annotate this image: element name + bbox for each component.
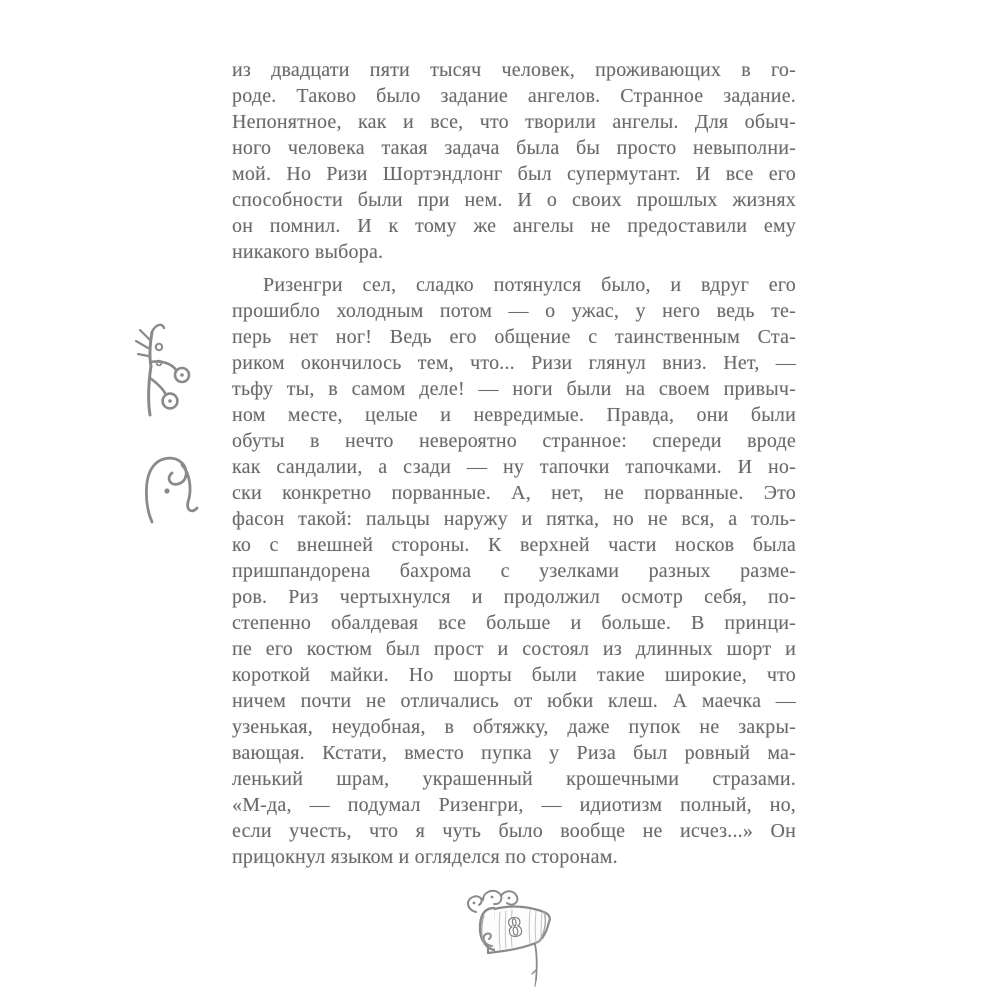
paragraph — [232, 57, 796, 265]
text-line: узенькая, неудобная, в обтяжку, даже пупок не закры- — [232, 716, 796, 738]
text-line: он помнил. И к тому же ангелы не предоставили ему — [232, 215, 796, 237]
text-line: как сандалии, а сзади — ну тапочки тапочками. И но- — [232, 456, 796, 478]
margin-flourish-ornament — [112, 318, 212, 533]
text-line: короткой майки. Но шорты были такие широкие, что — [232, 664, 796, 686]
text-line: тьфу ты, в самом деле! — ноги были на своем привыч- — [232, 378, 796, 400]
text-line: мой. Но Ризи Шортэндлонг был супермутант. И все его — [232, 163, 796, 185]
text-line: если учесть, что я чуть было вообще не исчез...» Он — [232, 820, 796, 842]
text-line: «М-да, — подумал Ризенгри, — идиотизм полный, но, — [232, 794, 796, 816]
text-line: из двадцати пяти тысяч человек, проживающих в го- — [232, 59, 796, 81]
text-line: никакого выбора. — [232, 241, 384, 263]
page-number: 8 — [505, 911, 525, 944]
text-line: вающая. Кстати, вместо пупка у Риза был ровный ма- — [232, 742, 796, 764]
text-line: способности были при нем. И о своих прошлых жизнях — [232, 189, 796, 211]
text-line: роде. Таково было задание ангелов. Странное задание. — [232, 85, 796, 107]
text-line: риком окончилось тем, что... Ризи глянул вниз. Нет, — — [232, 352, 796, 374]
text-line: ко с внешней стороны. К верхней части носков была — [232, 534, 796, 556]
text-line: фасон такой: пальцы наружу и пятка, но не вся, а толь- — [232, 508, 796, 530]
text-line: прицокнул языком и огляделся по сторонам. — [232, 846, 618, 868]
text-line: Ризенгри сел, сладко потянулся было, и вдруг его — [263, 274, 796, 296]
text-line: ничем почти не отличались от юбки клеш. А маечка — — [232, 690, 796, 712]
floral-flourish-icon — [112, 318, 212, 533]
body-text — [232, 57, 796, 870]
text-line: обуты в нечто невероятно странное: спереди вроде — [232, 430, 796, 452]
text-line: ном месте, целые и невредимые. Правда, они были — [232, 404, 796, 426]
ribbon-scroll-icon — [438, 884, 588, 999]
text-line: Непонятное, как и все, что творили ангелы. Для обыч- — [232, 111, 796, 133]
text-line: пришпандорена бахрома с узелками разных разме- — [232, 560, 796, 582]
text-line: ленький шрам, украшенный крошечными стразами. — [232, 768, 796, 790]
text-line: степенно обалдевая все больше и больше. В принци- — [232, 612, 796, 634]
text-line: ров. Риз чертыхнулся и продолжил осмотр себя, по- — [232, 586, 796, 608]
text-line: ски конкретно порванные. А, нет, не порванные. Это — [232, 482, 796, 504]
text-line: пе его костюм был прост и состоял из длинных шорт и — [232, 638, 796, 660]
text-line: прошибло холодным потом — о ужас, у него ведь те- — [232, 300, 796, 322]
paragraph — [232, 272, 796, 870]
footer-scroll-ornament — [438, 884, 588, 999]
text-line: перь нет ног! Ведь его общение с таинственным Ста- — [232, 326, 796, 348]
text-line: ного человека такая задача была бы просто невыполни- — [232, 137, 796, 159]
